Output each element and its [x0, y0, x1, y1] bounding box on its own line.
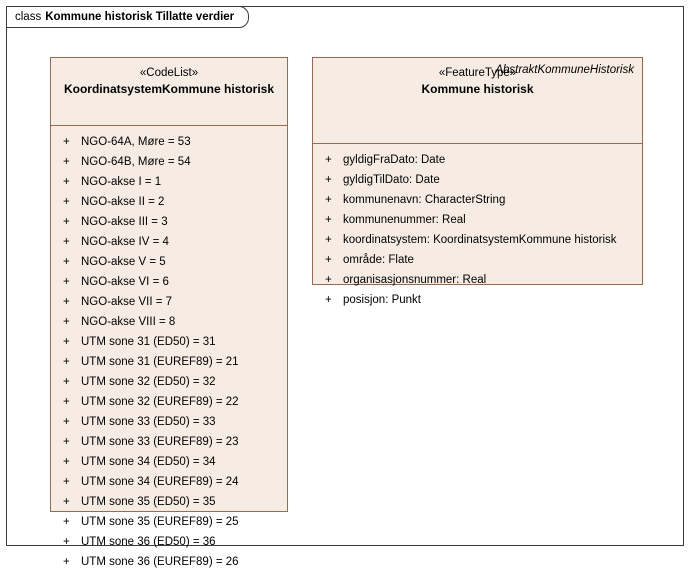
attribute-text: NGO-akse IV = 4 [81, 236, 169, 248]
attribute-text: NGO-64B, Møre = 54 [81, 156, 191, 168]
attribute-text: NGO-akse I = 1 [81, 176, 162, 188]
attribute-text: NGO-akse VIII = 8 [81, 316, 176, 328]
attribute-text: NGO-akse VII = 7 [81, 296, 173, 308]
attribute-visibility: + [63, 136, 70, 148]
attribute-row [51, 312, 287, 332]
class-stereotype: «FeatureType» [438, 67, 517, 79]
attribute-visibility: + [325, 234, 332, 246]
attribute-text: kommunenummer: Real [343, 214, 466, 226]
attribute-visibility: + [325, 214, 332, 226]
attribute-row [51, 192, 287, 212]
attribute-text: UTM sone 31 (ED50) = 31 [81, 336, 216, 348]
class-name: Kommune historisk [421, 82, 534, 96]
attribute-row [51, 152, 287, 172]
attribute-text: NGO-64A, Møre = 53 [81, 136, 191, 148]
attribute-text: UTM sone 34 (EUREF89) = 24 [81, 476, 239, 488]
attribute-text: NGO-akse V = 5 [81, 256, 166, 268]
class-koordinatsystemkommune-historisk[interactable] [50, 57, 288, 568]
attribute-text: posisjon: Punkt [343, 294, 421, 306]
attribute-text: gyldigTilDato: Date [343, 174, 440, 186]
attribute-text: UTM sone 36 (ED50) = 36 [81, 536, 216, 548]
attribute-visibility: + [325, 194, 332, 206]
attribute-visibility: + [63, 256, 70, 268]
attribute-text: koordinatsystem: KoordinatsystemKommune historisk [343, 234, 617, 246]
attribute-text: UTM sone 33 (ED50) = 33 [81, 416, 216, 428]
attribute-row [51, 272, 287, 292]
class-attributes [51, 126, 287, 580]
attribute-visibility: + [63, 396, 70, 408]
attribute-visibility: + [63, 156, 70, 168]
attribute-visibility: + [63, 176, 70, 188]
attribute-row [51, 372, 287, 392]
attribute-visibility: + [325, 154, 332, 166]
attribute-text: UTM sone 36 (EUREF89) = 26 [81, 556, 239, 568]
attribute-text: UTM sone 34 (ED50) = 34 [81, 456, 216, 468]
attribute-row [51, 532, 287, 552]
attribute-row [51, 512, 287, 532]
attribute-text: NGO-akse VI = 6 [81, 276, 169, 288]
attribute-visibility: + [63, 316, 70, 328]
attribute-visibility: + [63, 216, 70, 228]
attribute-row [51, 232, 287, 252]
attribute-text: UTM sone 35 (ED50) = 35 [81, 496, 216, 508]
attribute-text: område: Flate [343, 254, 414, 266]
attribute-row [313, 290, 642, 310]
attribute-visibility: + [63, 196, 70, 208]
frame-label-keyword: class [15, 11, 42, 23]
attribute-row [51, 412, 287, 432]
attribute-text: NGO-akse II = 2 [81, 196, 165, 208]
attribute-visibility: + [63, 416, 70, 428]
attribute-visibility: + [63, 436, 70, 448]
attribute-text: UTM sone 32 (EUREF89) = 22 [81, 396, 239, 408]
attribute-text: kommunenavn: CharacterString [343, 194, 506, 206]
attribute-visibility: + [63, 376, 70, 388]
frame-label-name: Kommune historisk Tillatte verdier [45, 11, 235, 23]
attribute-visibility: + [325, 294, 332, 306]
attribute-text: UTM sone 32 (ED50) = 32 [81, 376, 216, 388]
attribute-row [313, 250, 642, 270]
attribute-visibility: + [325, 174, 332, 186]
attribute-row [51, 332, 287, 352]
attribute-row [51, 552, 287, 572]
attribute-row [51, 172, 287, 192]
attribute-row [313, 210, 642, 230]
attribute-row [313, 270, 642, 290]
attribute-visibility: + [63, 496, 70, 508]
attribute-row [51, 252, 287, 272]
class-name: KoordinatsystemKommune historisk [63, 82, 275, 96]
attribute-visibility: + [63, 236, 70, 248]
class-attributes [313, 144, 642, 318]
attribute-visibility: + [63, 516, 70, 528]
attribute-row [51, 132, 287, 152]
attribute-row [51, 452, 287, 472]
attribute-text: gyldigFraDato: Date [343, 154, 446, 166]
attribute-visibility: + [63, 476, 70, 488]
class-stereotype: «CodeList» [139, 67, 199, 79]
attribute-text: NGO-akse III = 3 [81, 216, 168, 228]
attribute-row [51, 472, 287, 492]
attribute-text: UTM sone 31 (EUREF89) = 21 [81, 356, 239, 368]
attribute-text: UTM sone 35 (EUREF89) = 25 [81, 516, 239, 528]
attribute-row [51, 492, 287, 512]
attribute-text: UTM sone 33 (EUREF89) = 23 [81, 436, 239, 448]
attribute-row [51, 392, 287, 412]
class-header [313, 58, 642, 144]
attribute-text: organisasjonsnummer: Real [343, 274, 487, 286]
attribute-row [313, 230, 642, 250]
attribute-row [313, 190, 642, 210]
attribute-row [51, 292, 287, 312]
class-header [51, 58, 287, 126]
attribute-visibility: + [63, 276, 70, 288]
attribute-row [51, 212, 287, 232]
attribute-visibility: + [63, 356, 70, 368]
attribute-visibility: + [325, 274, 332, 286]
attribute-row [313, 150, 642, 170]
attribute-visibility: + [63, 556, 70, 568]
attribute-visibility: + [63, 456, 70, 468]
attribute-visibility: + [63, 336, 70, 348]
attribute-visibility: + [325, 254, 332, 266]
attribute-visibility: + [63, 296, 70, 308]
attribute-row [51, 352, 287, 372]
attribute-visibility: + [63, 536, 70, 548]
attribute-row [51, 432, 287, 452]
attribute-row [313, 170, 642, 190]
class-kommune-historisk[interactable] [312, 57, 643, 306]
class-package-label: AbstraktKommuneHistorisk [495, 64, 634, 76]
diagram-frame-label [6, 6, 249, 28]
